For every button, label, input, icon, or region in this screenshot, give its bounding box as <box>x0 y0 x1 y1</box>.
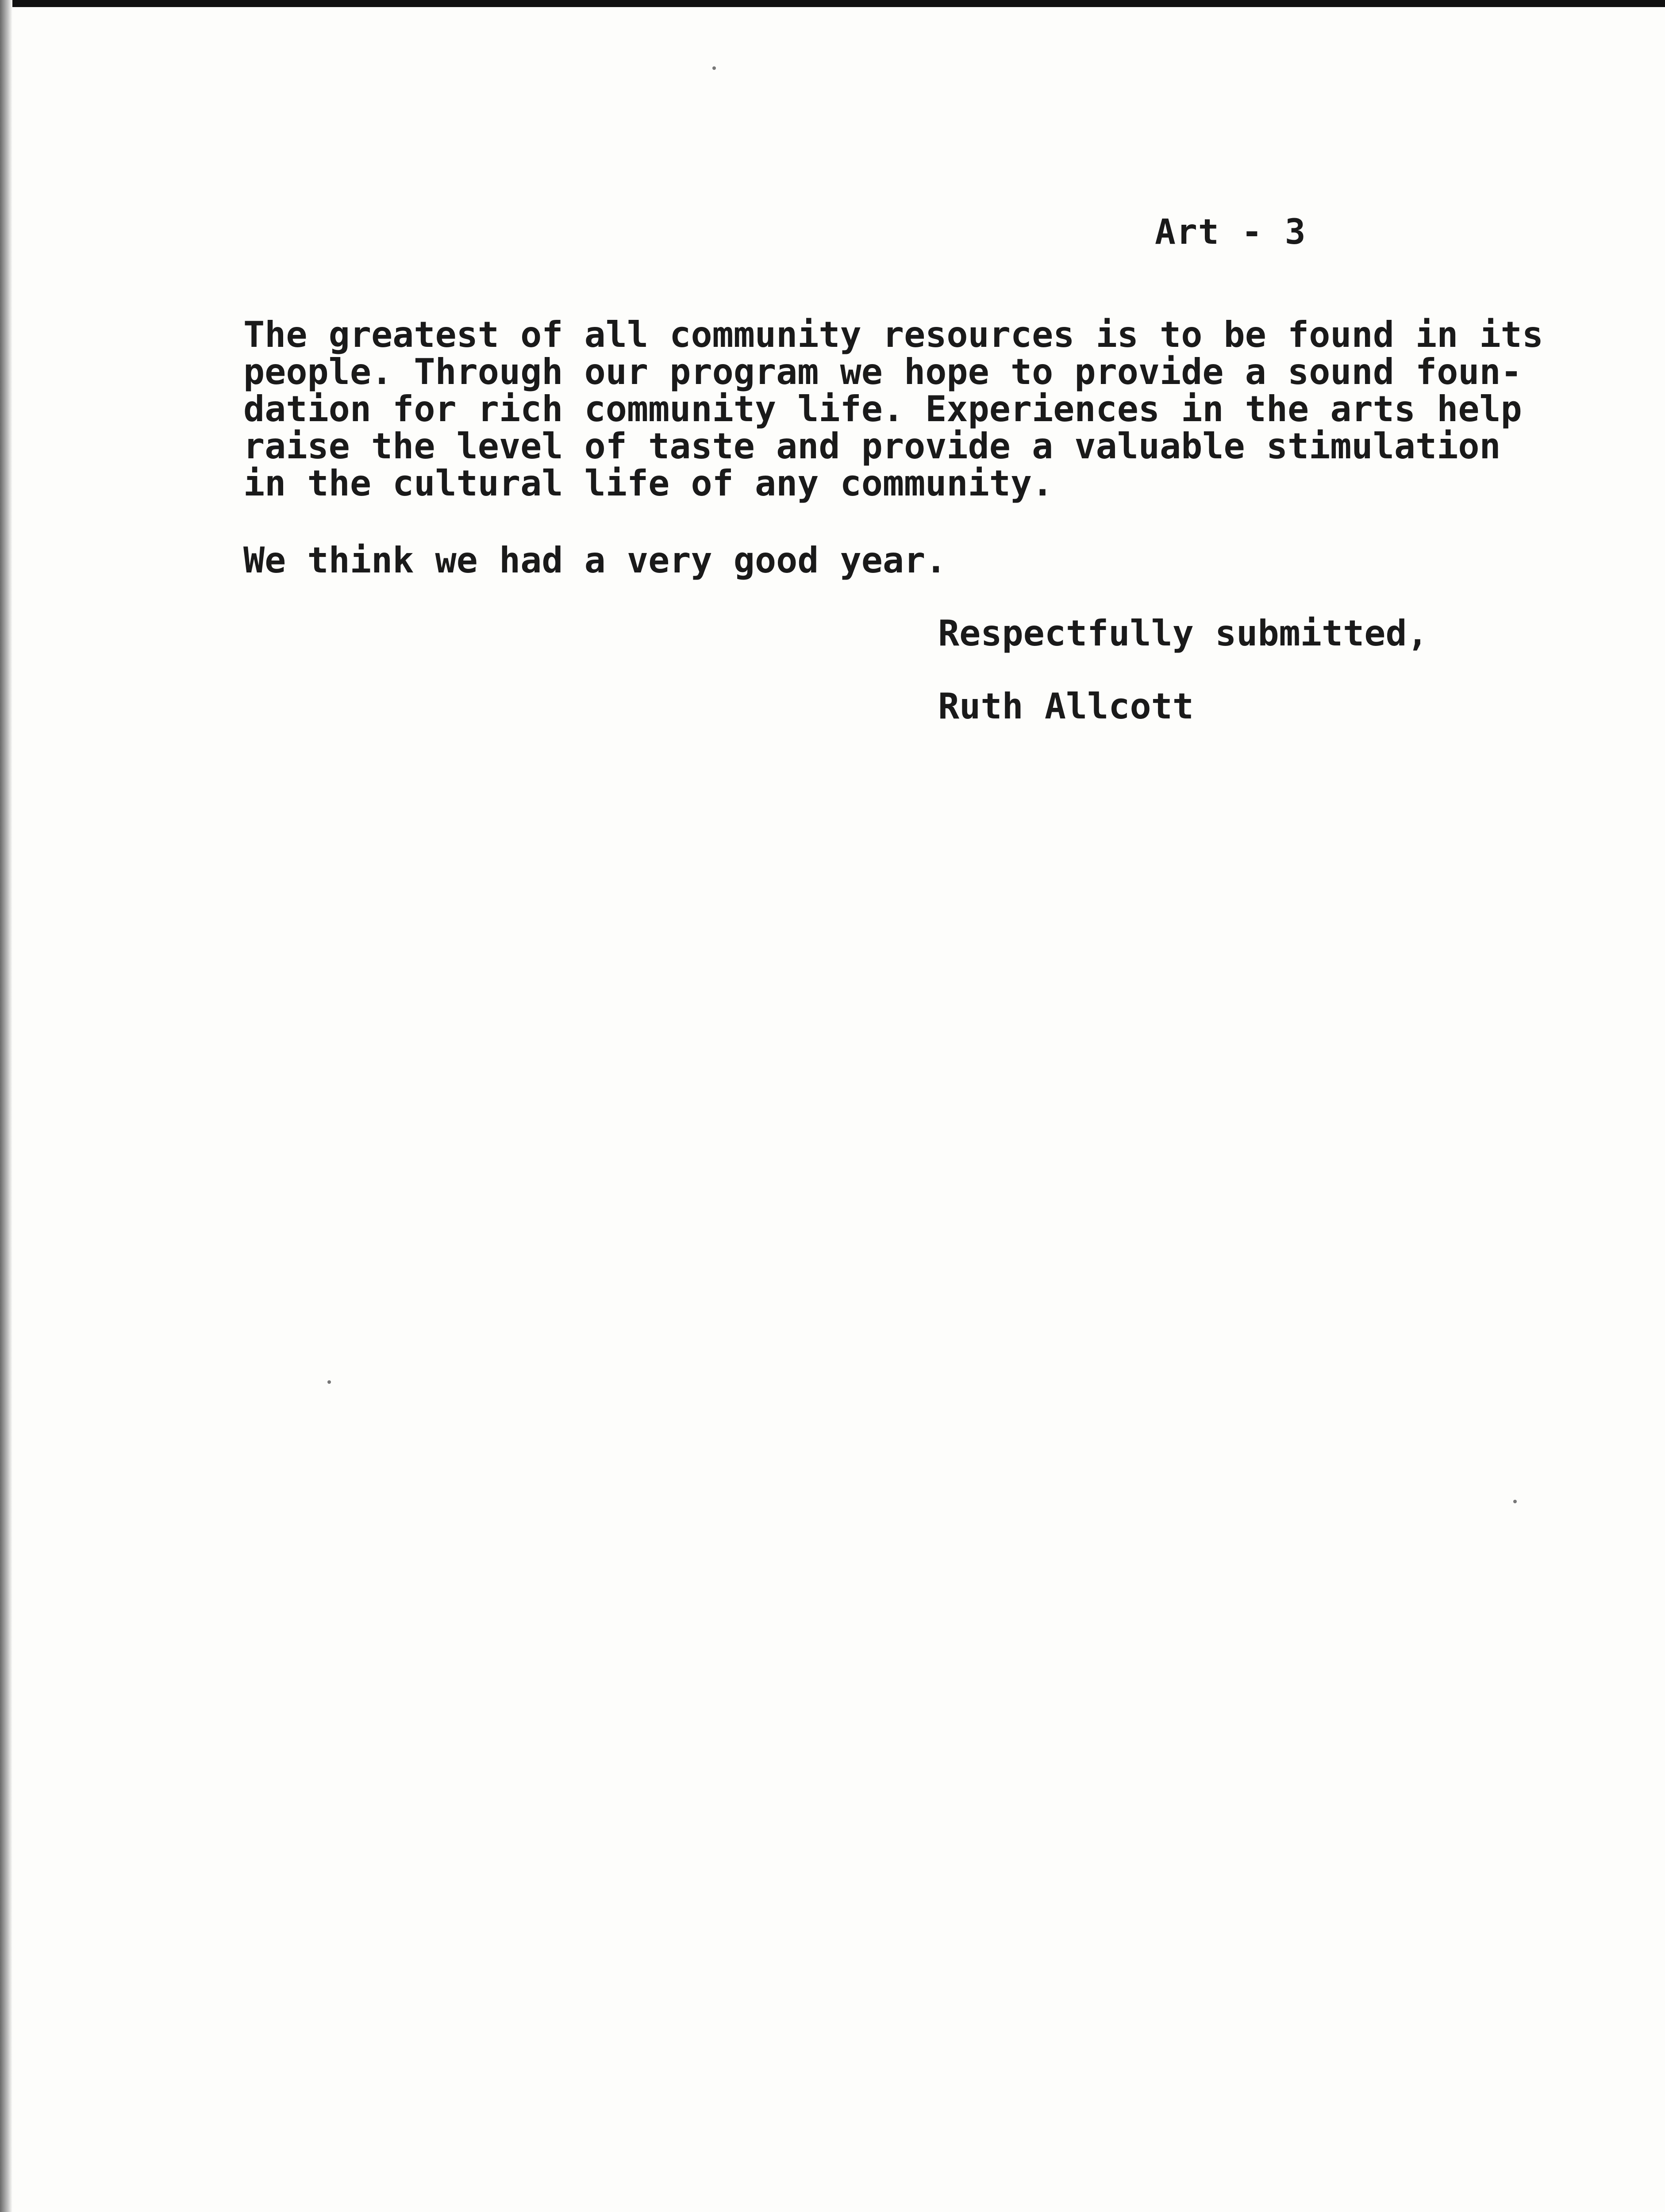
body-paragraph <box>243 316 1562 502</box>
paragraph-line: The greatest of all community resources is to be found in its <box>243 314 1544 355</box>
paragraph-line: in the cultural life of any community. <box>243 463 1054 504</box>
scan-speck <box>712 66 716 70</box>
signature-name: Ruth Allcott <box>938 686 1194 727</box>
scan-top-edge <box>0 0 1665 7</box>
complimentary-close: Respectfully submitted, <box>938 613 1428 654</box>
paragraph-line: people. Through our program we hope to provide a sound foun- <box>243 351 1522 392</box>
scan-speck <box>1513 1500 1517 1503</box>
paragraph-line: dation for rich community life. Experiences in the arts help <box>243 388 1522 430</box>
paragraph-line: raise the level of taste and provide a valuable stimulation <box>243 426 1501 467</box>
scan-speck <box>327 1380 331 1384</box>
scan-left-edge <box>0 0 12 2212</box>
page-number: Art - 3 <box>1155 212 1307 252</box>
closing-sentence: We think we had a very good year. <box>243 540 947 581</box>
